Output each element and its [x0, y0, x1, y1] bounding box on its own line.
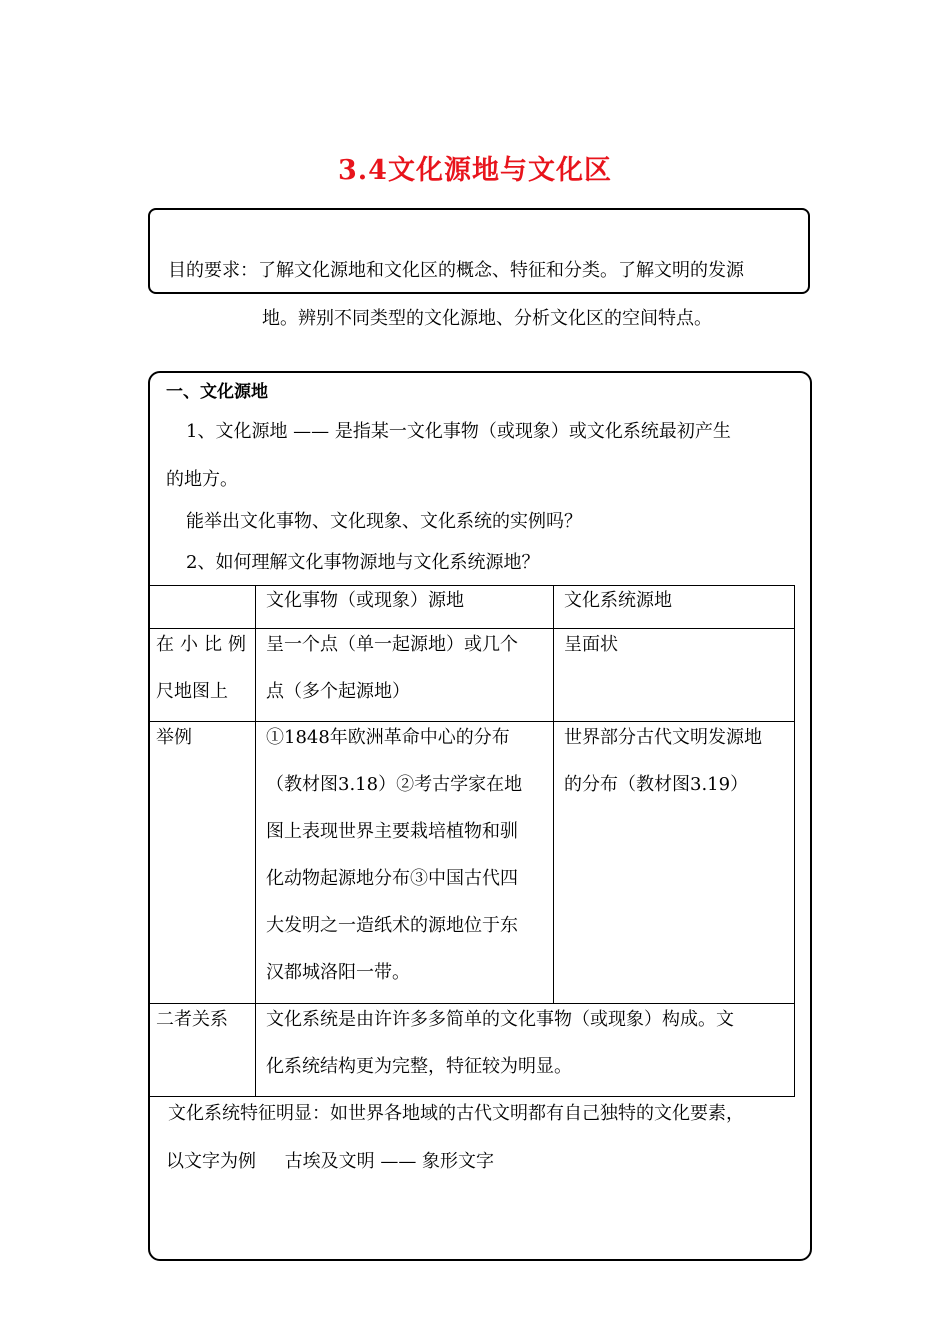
cell-examples-item-line-3: 图上表现世界主要栽培植物和驯: [266, 821, 518, 842]
cell-examples-system-line-1: 世界部分古代文明发源地: [564, 727, 762, 748]
question-examples: 能举出文化事物、文化现象、文化系统的实例吗？: [186, 511, 582, 532]
cell-small-scale-item-line-1: 呈一个点（单一起源地）或几个: [266, 634, 518, 655]
table-header-culture-item-origin: 文化事物（或现象）源地: [266, 590, 464, 611]
row-label-small-scale-line-2: 尺地图上: [156, 681, 228, 702]
cell-examples-item-line-6: 汉都城洛阳一带。: [266, 962, 410, 983]
table-rule: [148, 1096, 795, 1097]
cell-small-scale-item-line-2: 点（多个起源地）: [266, 681, 410, 702]
cell-examples-item-line-5: 大发明之一造纸术的源地位于东: [266, 915, 518, 936]
table-rule: [553, 585, 554, 1004]
cell-relationship-line-2: 化系统结构更为完整，特征较为明显。: [266, 1056, 572, 1077]
table-rule: [148, 585, 795, 586]
goals-text-line-2: 地。辨别不同类型的文化源地、分析文化区的空间特点。: [262, 308, 712, 329]
cell-examples-item-line-2: （教材图3.18）②考古学家在地: [266, 774, 523, 795]
definition-line-1: 1、文化源地 —— 是指某一文化事物（或现象）或文化系统最初产生: [186, 421, 731, 442]
page-title: 3.4文化源地与文化区: [338, 155, 612, 186]
definition-line-2: 的地方。: [166, 469, 238, 490]
cell-small-scale-system: 呈面状: [564, 634, 618, 655]
table-header-culture-system-origin: 文化系统源地: [564, 590, 672, 611]
system-feature-line-2: 以文字为例 古埃及文明 —— 象形文字: [166, 1151, 495, 1172]
cell-examples-system-line-2: 的分布（教材图3.19）: [564, 774, 749, 795]
table-rule: [794, 585, 795, 1097]
question-understanding: 2、如何理解文化事物源地与文化系统源地？: [186, 552, 540, 573]
row-label-small-scale-line-1: 在小比例: [156, 634, 246, 655]
section-heading: 一、文化源地: [166, 382, 268, 402]
system-feature-line-1: 文化系统特征明显：如世界各地域的古代文明都有自己独特的文化要素，: [168, 1103, 744, 1124]
row-label-relationship: 二者关系: [156, 1009, 228, 1030]
table-rule: [255, 585, 256, 1097]
cell-examples-item-line-1: ①1848年欧洲革命中心的分布: [266, 727, 510, 748]
cell-relationship-line-1: 文化系统是由许许多多简单的文化事物（或现象）构成。文: [266, 1009, 734, 1030]
row-label-examples: 举例: [156, 727, 192, 748]
goals-text-line-1: 目的要求：了解文化源地和文化区的概念、特征和分类。了解文明的发源: [168, 260, 744, 281]
cell-examples-item-line-4: 化动物起源地分布③中国古代四: [266, 868, 518, 889]
table-rule: [148, 585, 149, 1097]
